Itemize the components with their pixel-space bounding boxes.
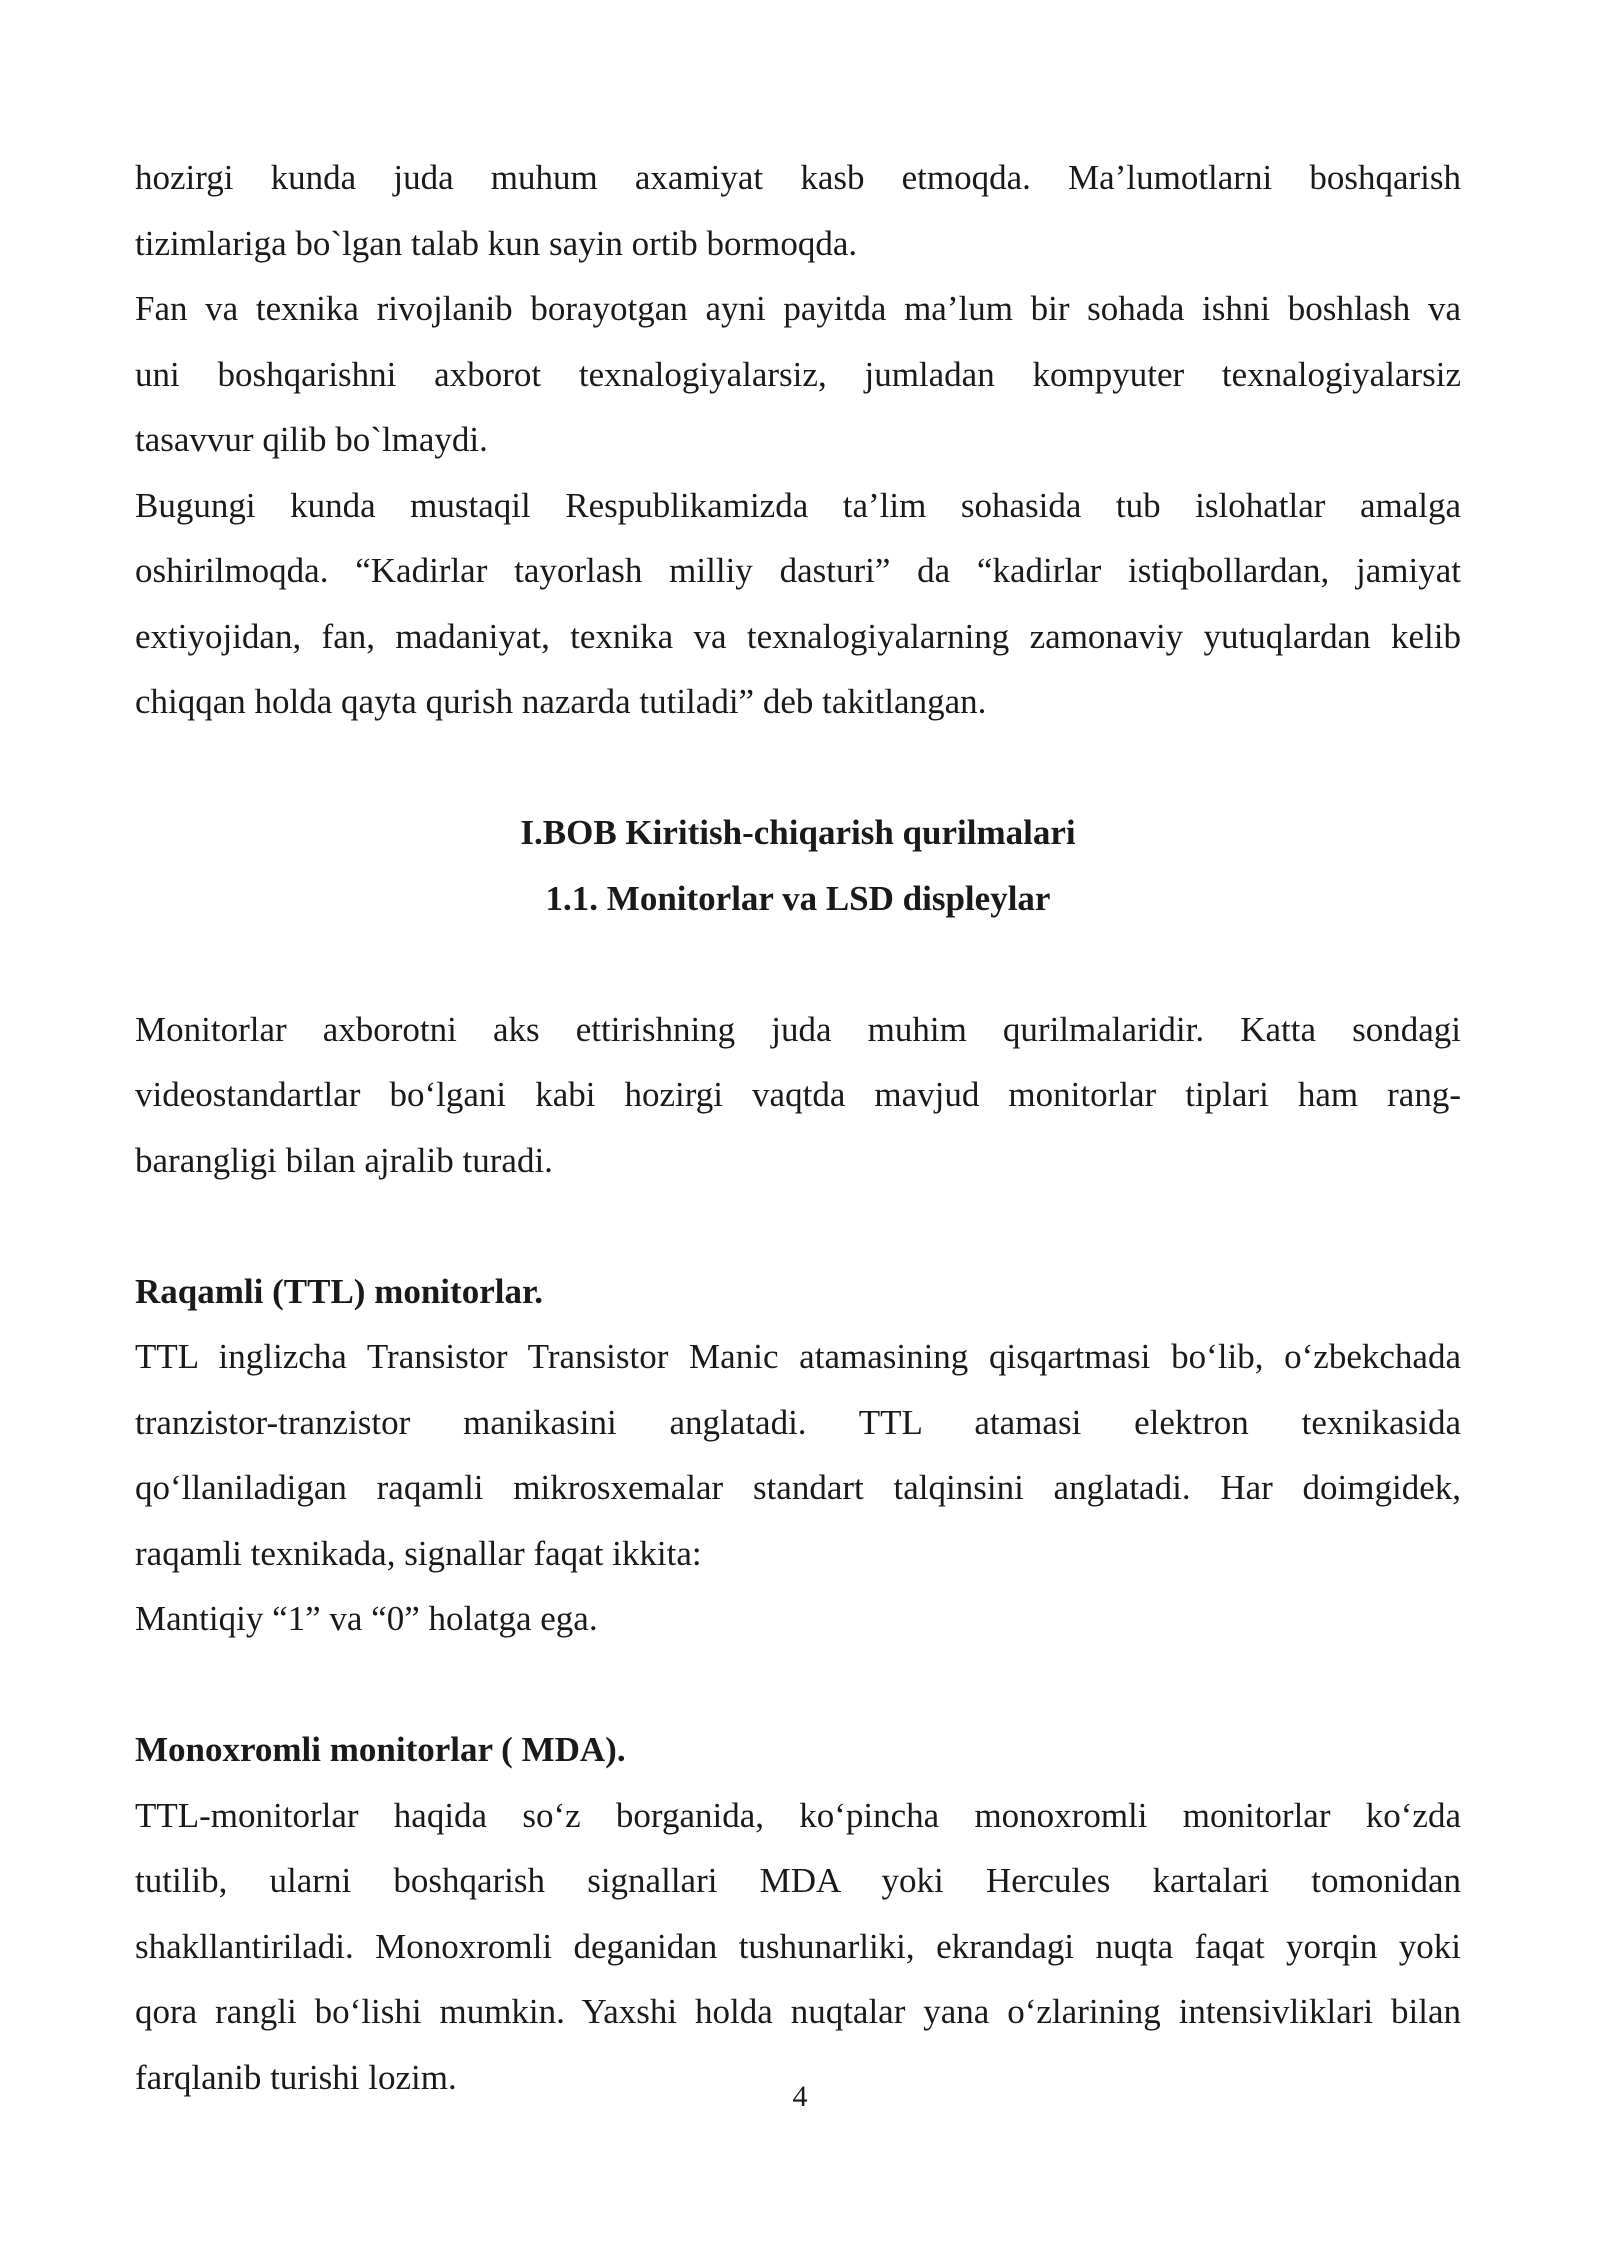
page-body [135, 145, 1461, 2110]
spacer [135, 1193, 1461, 1259]
ttl-logic-states [135, 1586, 1461, 1652]
text-line: tizimlariga bo`lgan talab kun sayin ortib bormoqda. [135, 223, 858, 263]
spacer [135, 931, 1461, 997]
section-title: 1.1. Monitorlar va LSD displeylar [545, 878, 1051, 918]
text-line: tasavvur qilib bo`lmaydi. [135, 420, 488, 459]
text-line: qo‘llaniladigan raqamli mikrosxemalar standart talqinsini anglatadi. Har doimgidek, [135, 1468, 1461, 1507]
text-line: extiyojidan, fan, madaniyat, texnika va texnalogiyalarning zamonaviy yutuqlardan kelib [135, 616, 1461, 656]
intro-paragraph-1 [135, 145, 1461, 276]
spacer [135, 735, 1461, 801]
ttl-heading: Raqamli (TTL) monitorlar. [135, 1271, 544, 1311]
mda-heading: Monoxromli monitorlar ( MDA). [135, 1730, 626, 1769]
ttl-paragraph [135, 1324, 1461, 1586]
text-line: oshirilmoqda. “Kadirlar tayorlash milliy dasturi” da “kadirlar istiqbollardan, jamiyat [135, 551, 1461, 590]
text-line: TTL inglizcha Transistor Transistor Manic atamasining qisqartmasi bo‘lib, o‘zbekchada [135, 1337, 1461, 1376]
text-line: qora rangli bo‘lishi mumkin. Yaxshi holda nuqtalar yana o‘zlarining intensivliklari bilan [135, 1992, 1461, 2031]
text-line: Bugungi kunda mustaqil Respublikamizda ta’lim sohasida tub islohatlar amalga [135, 485, 1461, 525]
mda-paragraph [135, 1783, 1461, 2111]
text-line: raqamli texnikada, signallar faqat ikkita: [135, 1533, 702, 1573]
text-line: Monitorlar axborotni aks ettirishning juda muhim qurilmalaridir. Katta sondagi [135, 1009, 1461, 1049]
spacer [135, 1652, 1461, 1718]
chapter-title: I.BOB Kiritish-chiqarish qurilmalari [520, 813, 1076, 852]
text-line: chiqqan holda qayta qurish nazarda tutiladi” deb takitlangan. [135, 682, 987, 721]
text-line: tranzistor-tranzistor manikasini anglatadi. TTL atamasi elektron texnikasida [135, 1402, 1461, 1442]
text-line: TTL-monitorlar haqida so‘z borganida, ko‘pincha monoxromli monitorlar ko‘zda [135, 1795, 1461, 1835]
intro-paragraph-3 [135, 473, 1461, 735]
page-number: 4 [792, 2080, 808, 2113]
text-line: Mantiqiy “1” va “0” holatga ega. [135, 1599, 598, 1638]
monitors-intro-paragraph [135, 997, 1461, 1194]
text-line: videostandartlar bo‘lgani kabi hozirgi vaqtda mavjud monitorlar tiplari ham rang- [135, 1075, 1461, 1114]
text-line: barangligi bilan ajralib turadi. [135, 1140, 553, 1180]
text-line: uni boshqarishni axborot texnalogiyalarsiz, jumladan kompyuter texnalogiyalarsiz [135, 354, 1461, 394]
text-line: hozirgi kunda juda muhum axamiyat kasb etmoqda. Ma’lumotlarni boshqarish [135, 158, 1461, 197]
text-line: shakllantiriladi. Monoxromli deganidan tushunarliki, ekrandagi nuqta faqat yorqin yoki [135, 1926, 1461, 1966]
text-line: farqlanib turishi lozim. [135, 2057, 457, 2097]
intro-paragraph-2 [135, 276, 1461, 473]
text-line: Fan va texnika rivojlanib borayotgan ayni payitda ma’lum bir sohada ishni boshlash va [135, 289, 1461, 328]
text-line: tutilib, ularni boshqarish signallari MDA yoki Hercules kartalari tomonidan [135, 1861, 1461, 1900]
